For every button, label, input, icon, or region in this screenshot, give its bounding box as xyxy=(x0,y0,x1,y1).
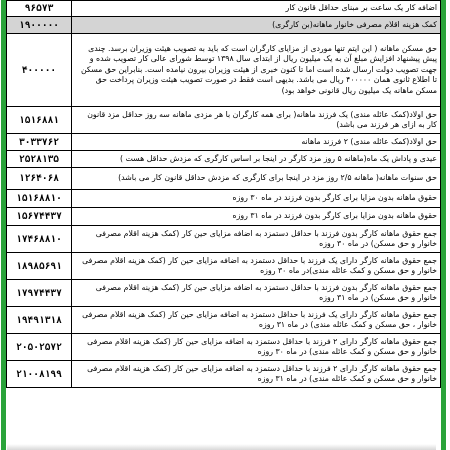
row-description: جمع حقوق ماهانه کارگر بدون فرزند با حداقل دستمزد به اضافه مزایای حین کار (کمک هزینه اقلام مصرفی خانوار و حق مسکن) در ماه ۳۰ روزه xyxy=(72,226,441,253)
table-row xyxy=(7,190,441,208)
row-description: اضافه کار یک ساعت بر مبنای حداقل قانون کار xyxy=(72,1,441,17)
row-amount: ۲۰۵۰۲۵۷۲ xyxy=(7,334,72,361)
row-amount: ۱۵۱۶۸۸۱۰ xyxy=(7,190,72,208)
row-description: جمع حقوق ماهانه کارگر دارای یک فرزند با حداقل دستمزد به اضافه مزایای حین کار (کمک هزینه اقلام مصرفی خانوار و حق مسکن و کمک عائله مندی)در ماه ۳۰ روزه xyxy=(72,253,441,280)
table-row xyxy=(7,280,441,307)
row-amount: ۱۹۴۹۱۳۱۸ xyxy=(7,307,72,334)
table-row xyxy=(7,168,441,190)
row-description: حق اولاد(کمک عائله مندی) ۲ فرزند ماهانه xyxy=(72,134,441,151)
wage-table xyxy=(6,0,441,388)
table-row xyxy=(7,208,441,226)
row-description: حق مسکن ماهانه ( این ایتم تنها موردی از مزایای کارگران است که باید به تصویب هیئت وزیران برسد. چندی پیش پیشنهاد افزایش مبلغ آن به یک میلیون ریال از ابتدای سال ۱۳۹۸ توسط شورای عالی کار تصویب شده و جهت تصویب دولت ارسال شده است اما تا کنون خبری از هیئت وزیران بیرون نیامده است. بنابراین حق مسکن تا اطلاع ثانوی همان ۴۰۰۰۰۰ ریال می باشد. بدیهی است فقط در صورت تصویب هیئت وزیران پرداخت حق مسکن ماهانه یک میلیون ریال قانونی خواهد بود) xyxy=(72,34,441,107)
table-row xyxy=(7,1,441,17)
row-description: جمع حقوق ماهانه کارگر بدون فرزند با حداقل دستمزد به اضافه مزایای حین کار (کمک هزینه اقلام مصرفی خانوار و حق مسکن) در ماه ۳۱ روزه xyxy=(72,280,441,307)
table-row xyxy=(7,226,441,253)
row-description: حق اولاد(کمک عائله مندی) یک فرزند ماهانه( برای همه کارگران با هر مزدی ماهانه سه روز حداقل مزد قانون کار به ازای هر فرزند می باشد) xyxy=(72,107,441,134)
table-row xyxy=(7,361,441,388)
row-amount: ۱۷۹۷۴۴۳۷ xyxy=(7,280,72,307)
row-amount: ۱۲۶۴۰۶۸ xyxy=(7,168,72,190)
row-amount: ۴۰۰۰۰۰ xyxy=(7,34,72,107)
row-description: حقوق ماهانه بدون مزایا برای کارگر بدون فرزند در ماه ۳۱ روزه xyxy=(72,208,441,226)
row-amount: ۱۸۹۸۵۶۹۱ xyxy=(7,253,72,280)
document-frame xyxy=(1,0,446,450)
row-amount: ۱۷۴۶۸۸۱۰ xyxy=(7,226,72,253)
table-row xyxy=(7,17,441,34)
table-row xyxy=(7,151,441,168)
row-amount: ۱۵۱۶۸۸۱ xyxy=(7,107,72,134)
row-amount: ۹۶۵۷۳ xyxy=(7,1,72,17)
wage-table-body xyxy=(7,1,441,388)
table-row xyxy=(7,253,441,280)
row-amount: ۲۵۲۸۱۳۵ xyxy=(7,151,72,168)
row-amount: ۲۱۰۰۸۱۹۹ xyxy=(7,361,72,388)
row-amount: ۱۵۶۷۴۴۳۷ xyxy=(7,208,72,226)
row-description: جمع حقوق ماهانه کارگر دارای یک فرزند با حداقل دستمزد به اضافه مزایای حین کار (کمک هزینه اقلام مصرفی خانوار ، حق مسکن و کمک عائله مندی) در ماه ۳۱ روزه xyxy=(72,307,441,334)
bottom-edge-shadow xyxy=(7,444,436,450)
row-description: جمع حقوق ماهانه کارگر دارای ۲ فرزند با حداقل دستمزد به اضافه مزایای حین کار (کمک هزینه اقلام مصرفی خانوار و حق مسکن و کمک عائله مندی) در ماه ۳۱ روزه xyxy=(72,361,441,388)
table-row xyxy=(7,34,441,107)
row-amount: ۱۹۰۰۰۰۰ xyxy=(7,17,72,34)
row-description: جمع حقوق ماهانه کارگر دارای ۲ فرزند با حداقل دستمزد به اضافه مزایای حین کار (کمک هزینه اقلام مصرفی خانوار و حق مسکن و کمک عائله مندی) در ماه ۳۰ روزه xyxy=(72,334,441,361)
row-description: کمک هزینه اقلام مصرفی خانوار ماهانه(بن کارگری) xyxy=(72,17,441,34)
row-description: عیدی و پاداش یک ماه(ماهانه ۵ روز مزد کارگر در اینجا بر اساس کارگری که مزدش حداقل هست ) xyxy=(72,151,441,168)
table-row xyxy=(7,307,441,334)
row-description: حق سنوات ماهانه( ماهانه ۲/۵ روز مزد در اینجا برای کارگری که مزدش حداقل قانون کار می باشد) xyxy=(72,168,441,190)
right-border-band xyxy=(441,0,446,450)
table-row xyxy=(7,107,441,134)
row-description: حقوق ماهانه بدون مزایا برای کارگر بدون فرزند در ماه ۳۰ روزه xyxy=(72,190,441,208)
table-row xyxy=(7,134,441,151)
table-row xyxy=(7,334,441,361)
row-amount: ۳۰۳۳۷۶۲ xyxy=(7,134,72,151)
